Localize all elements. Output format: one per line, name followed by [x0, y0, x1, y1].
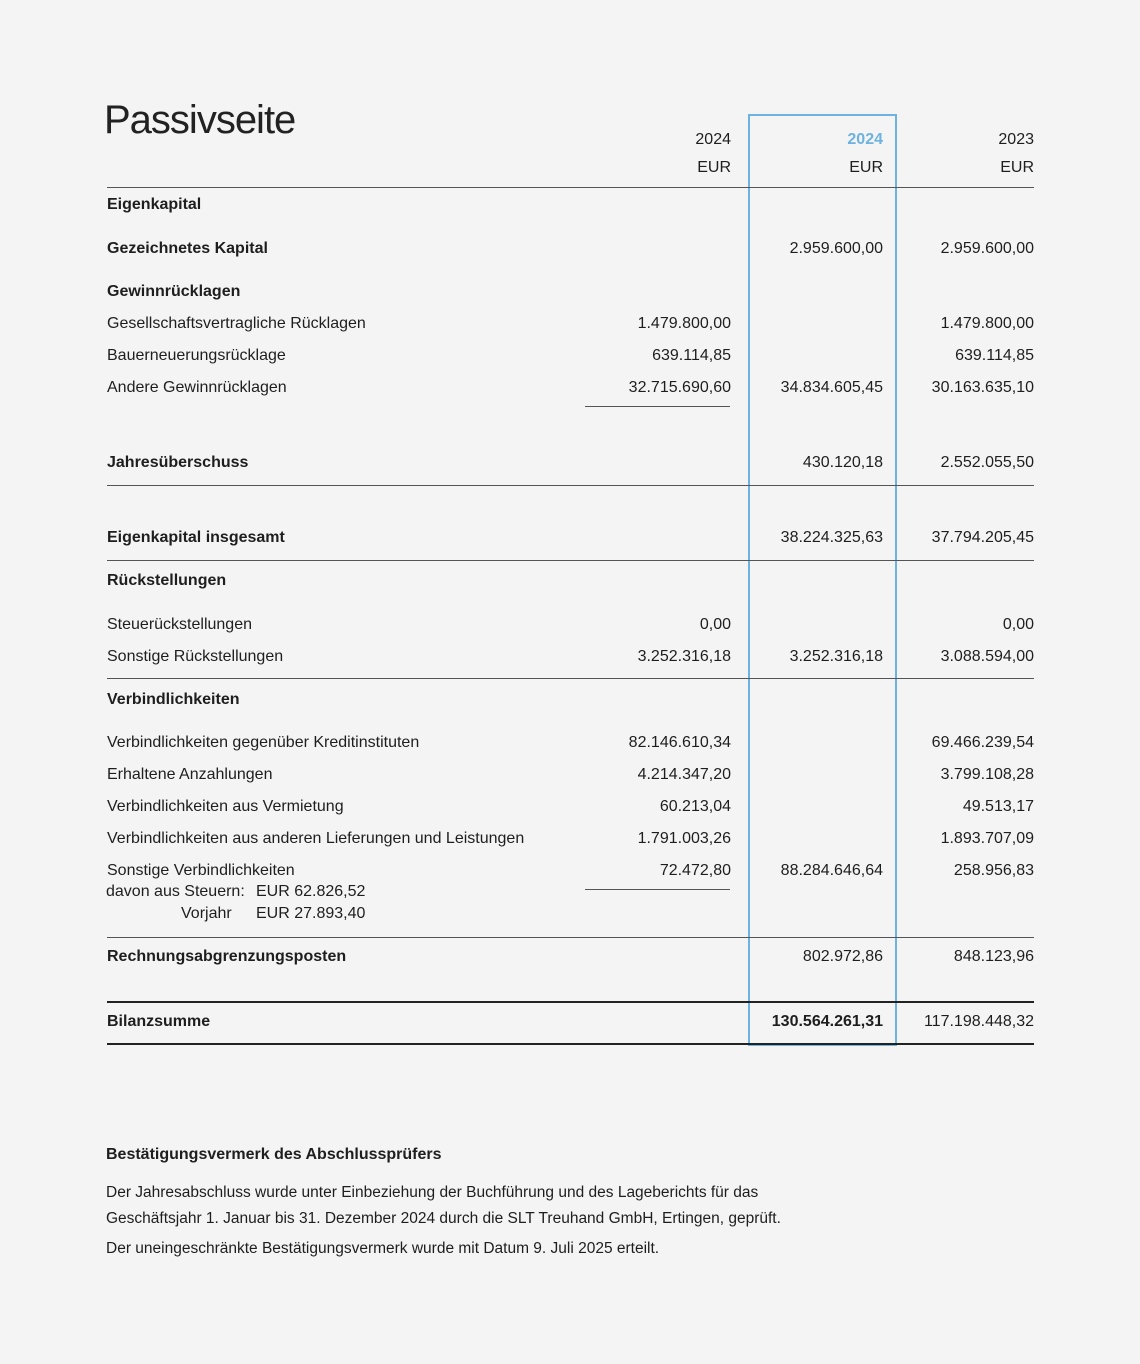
row-vermietung-c3: 49.513,17 — [962, 798, 1034, 815]
subtotal-rule — [585, 406, 730, 407]
row-kreditinstitute-c1: 82.146.610,34 — [628, 734, 731, 751]
audit-line-2: Geschäftsjahr 1. Januar bis 31. Dezember 2024 durch die SLT Treuhand GmbH, Ertingen, geprüft. — [106, 1210, 781, 1227]
row-bilanzsumme-c3: 117.198.448,32 — [923, 1013, 1034, 1030]
row-lieferungen-label: Verbindlichkeiten aus anderen Lieferungen und Leistungen — [107, 830, 525, 847]
row-sonstige-rueck-c1: 3.252.316,18 — [637, 648, 731, 665]
note-vorjahr-value: EUR 27.893,40 — [256, 905, 366, 922]
row-steuerrueck-c3: 0,00 — [1002, 616, 1034, 633]
row-jahresueberschuss-c2: 430.120,18 — [802, 454, 883, 471]
row-bauerneuerung-c1: 639.114,85 — [652, 347, 731, 364]
row-anzahlungen-label: Erhaltene Anzahlungen — [107, 766, 273, 783]
row-andere-gewinn-c3: 30.163.635,10 — [931, 379, 1034, 396]
section-eigenkapital: Eigenkapital — [107, 196, 202, 213]
row-rap-label: Rechnungsabgrenzungsposten — [107, 948, 347, 965]
row-anzahlungen-c3: 3.799.108,28 — [940, 766, 1034, 783]
note-steuern-label: davon aus Steuern: — [106, 883, 245, 900]
row-gesellschaftsvertragliche-c3: 1.479.800,00 — [940, 315, 1034, 332]
row-kreditinstitute-c3: 69.466.239,54 — [931, 734, 1034, 751]
rule-after-bilanzsumme — [107, 1043, 1034, 1045]
row-andere-gewinn-label: Andere Gewinnrücklagen — [107, 379, 287, 396]
row-rap-c2: 802.972,86 — [802, 948, 883, 965]
note-steuern-value: EUR 62.826,52 — [256, 883, 366, 900]
audit-line-3: Der uneingeschränkte Bestätigungsvermerk wurde mit Datum 9. Juli 2025 erteilt. — [106, 1240, 660, 1257]
col1-year: 2024 — [695, 131, 731, 148]
rule-after-ek-insgesamt — [107, 560, 1034, 561]
rule-after-rueckstellungen — [107, 678, 1034, 679]
section-verbindlichkeiten: Verbindlichkeiten — [107, 691, 240, 708]
section-gewinnruecklagen: Gewinnrücklagen — [107, 283, 241, 300]
row-steuerrueck-c1: 0,00 — [699, 616, 731, 633]
row-gezeichnetes-kapital-c2: 2.959.600,00 — [789, 240, 883, 257]
row-sonstige-rueck-c3: 3.088.594,00 — [940, 648, 1034, 665]
row-ek-insgesamt-c2: 38.224.325,63 — [780, 529, 883, 546]
rule-after-verbindlichkeiten — [107, 937, 1034, 938]
row-rap-c3: 848.123,96 — [953, 948, 1034, 965]
row-bauerneuerung-label: Bauerneuerungsrücklage — [107, 347, 286, 364]
col2-year: 2024 — [847, 131, 883, 148]
row-andere-gewinn-c2: 34.834.605,45 — [780, 379, 883, 396]
row-gezeichnetes-kapital-c3: 2.959.600,00 — [940, 240, 1034, 257]
row-sonstige-verb-c3: 258.956,83 — [953, 862, 1034, 879]
row-steuerrueck-label: Steuerückstellungen — [107, 616, 252, 633]
col1-unit: EUR — [697, 159, 731, 176]
rule-before-bilanzsumme — [107, 1001, 1034, 1003]
audit-heading: Bestätigungsvermerk des Abschlussprüfers — [106, 1146, 442, 1163]
row-bilanzsumme-c2: 130.564.261,31 — [771, 1013, 883, 1030]
row-bauerneuerung-c3: 639.114,85 — [955, 347, 1034, 364]
row-bilanzsumme-label: Bilanzsumme — [107, 1013, 211, 1030]
row-sonstige-verb-label: Sonstige Verbindlichkeiten — [107, 862, 295, 879]
row-lieferungen-c1: 1.791.003,26 — [637, 830, 731, 847]
row-gezeichnetes-kapital-label: Gezeichnetes Kapital — [107, 240, 268, 257]
row-vermietung-c1: 60.213,04 — [659, 798, 731, 815]
row-sonstige-rueck-label: Sonstige Rückstellungen — [107, 648, 284, 665]
row-sonstige-verb-c2: 88.284.646,64 — [780, 862, 883, 879]
audit-line-1: Der Jahresabschluss wurde unter Einbeziehung der Buchführung und des Lageberichts für das — [106, 1184, 759, 1201]
row-jahresueberschuss-c3: 2.552.055,50 — [940, 454, 1034, 471]
row-sonstige-verb-c1: 72.472,80 — [659, 862, 731, 879]
row-anzahlungen-c1: 4.214.347,20 — [637, 766, 731, 783]
section-rueckstellungen: Rückstellungen — [107, 572, 227, 589]
header-rule — [107, 187, 1034, 188]
row-kreditinstitute-label: Verbindlichkeiten gegenüber Kreditinstituten — [107, 734, 420, 751]
row-andere-gewinn-c1: 32.715.690,60 — [628, 379, 731, 396]
row-gesellschaftsvertragliche-label: Gesellschaftsvertragliche Rücklagen — [107, 315, 366, 332]
row-jahresueberschuss-label: Jahresüberschuss — [107, 454, 249, 471]
page-title: Passivseite — [104, 98, 296, 142]
col3-year: 2023 — [998, 131, 1034, 148]
col3-unit: EUR — [1000, 159, 1034, 176]
row-ek-insgesamt-label: Eigenkapital insgesamt — [107, 529, 285, 546]
row-gesellschaftsvertragliche-c1: 1.479.800,00 — [637, 315, 731, 332]
row-vermietung-label: Verbindlichkeiten aus Vermietung — [107, 798, 344, 815]
row-lieferungen-c3: 1.893.707,09 — [940, 830, 1034, 847]
row-sonstige-rueck-c2: 3.252.316,18 — [789, 648, 883, 665]
rule-after-jahresueberschuss — [107, 485, 1034, 486]
col2-unit: EUR — [849, 159, 883, 176]
row-ek-insgesamt-c3: 37.794.205,45 — [931, 529, 1034, 546]
note-vorjahr-label: Vorjahr — [181, 905, 232, 922]
subtotal-rule-verb — [585, 889, 730, 890]
